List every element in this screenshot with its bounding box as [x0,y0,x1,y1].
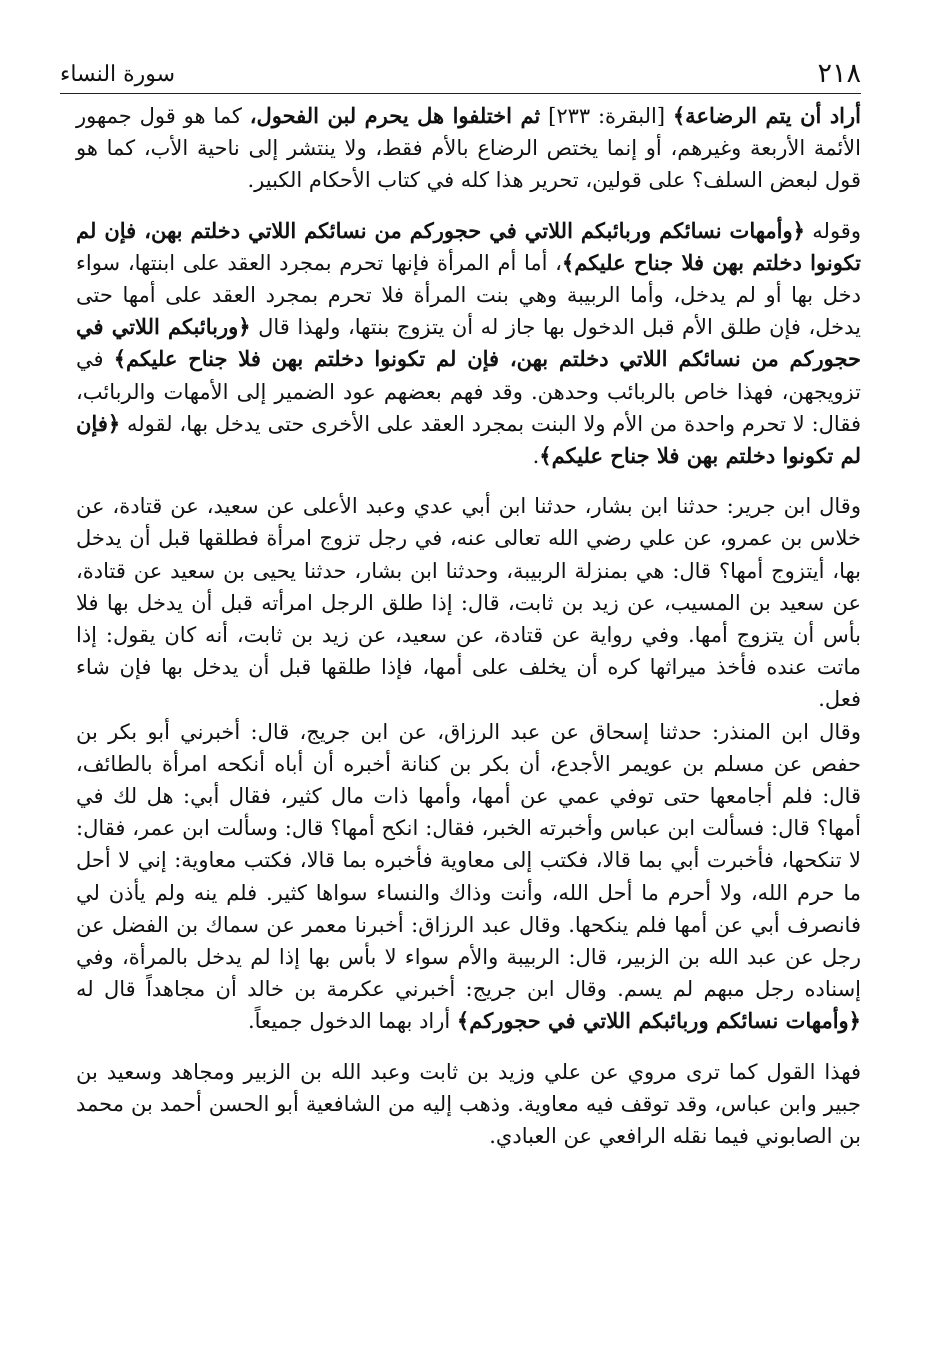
quran-quote: ﴿وربائبكم اللاتي في حجوركم من نسائكم اللاتي دخلتم بهن، فإن لم تكونوا دخلتم بهن فلا جناح عليكم﴾ [76,314,862,372]
text-segment: وقال ابن المنذر: حدثنا إسحاق عن عبد الرزاق، عن ابن جريج، قال: أخبرني أبو بكر بن حفص عن مسلم بن عويمر الأجدع، أن بكر بن كنانة أخبره أن أباه أنكحه امرأة بالطائف، قال: فلم أجامعها حتى توفي عمي عن أمها، وأمها ذات مال كثير، فقال أبي: هل لك في أمها؟ قال: فسألت ابن عباس وأخبرته الخبر، فقال: انكح أمها؟ قال: وسألت ابن عمر، فقال: لا تنكحها، فأخبرت أبي بما قالا، فكتب إلى معاوية فأخبره بما قالا، فكتب معاوية: إني لا أحل ما حرم الله، ولا أحرم ما أحل الله، وأنت وذاك والنساء سواها كثير. فلم ينه ولم يأذن لي فانصرف أبي عن أمها فلم ينكحها. وقال عبد الرزاق: أخبرنا معمر عن سماك بن الفضل عن رجل عن عبد الله بن الزبير، قال: الربيبة والأم سواء لا بأس بها إذا لم يدخل بالمرأة، وفي إسناده رجل مبهم لم يسم. وقال ابن جريج: أخبرني عكرمة بن خالد أن مجاهداً قال له [76,719,862,1002]
quran-quote: ﴿فإن لم تكونوا دخلتم بهن فلا جناح عليكم﴾ [76,410,861,469]
text-segment: وقال ابن جرير: حدثنا ابن بشار، حدثنا ابن أبي عدي وعبد الأعلى عن سعيد، عن قتادة، عن خلاس بن عمرو، عن علي رضي الله تعالى عنه، في رجل تزوج امرأة فطلقها قبل أن يدخل بها، أيتزوج أمها؟ قال: هي بمنزلة الربيبة، وحدثنا ابن بشار، حدثنا يحيى بن سعيد عن قتادة، عن سعيد بن المسيب، عن زيد بن ثابت، قال: إذا طلق الرجل امرأته قبل أن يدخل بها فلا بأس أن يتزوج أمها. وفي رواية عن قتادة، عن سعيد، عن زيد بن ثابت، أنه كان يقول: إذا ماتت عنده فأخذ ميراثها كره أن يخلف على أمها، فإذا طلقها قبل أن يدخل بها فإن شاء فعل. [76,494,861,712]
quran-quote: ﴿وأمهات نسائكم وربائبكم اللاتي في حجوركم من نسائكم اللاتي دخلتم بهن، فإن لم تكونوا دخلتم بهن فلا جناح عليكم﴾ [76,217,861,275]
paragraph [76,100,861,197]
text-segment: . [532,444,540,469]
text-segment: كما هو قول جمهور الأئمة الأربعة وغيرهم، أو إنما يختص الرضاع بالأم فقط، ولا ينتشر إلى ناحية الأب، كما هو قول لبعض السلف؟ على قولين، تحرير هذا كله في كتاب الأحكام الكبير. [76,104,861,193]
page-body [76,100,861,1152]
quran-quote: ﴿وأمهات نسائكم وربائبكم اللاتي في حجوركم﴾ [456,1008,861,1034]
quran-quote: ثم اختلفوا هل يحرم لبن الفحول، [249,103,541,128]
quran-quote: أراد أن يتم الرضاعة﴾ [672,103,861,128]
text-segment: أراد بهما الدخول جميعاً. [247,1009,457,1034]
text-segment: فهذا القول كما ترى مروي عن علي وزيد بن ثابت وعبد الله بن الزبير ومجاهد وسعيد بن جبير وابن عباس، وقد توقف فيه معاوية. وذهب إليه من الشافعية أبو الحسن أحمد بن محمد بن الصابوني فيما نقله الرافعي عن العبادي. [76,1059,861,1149]
page-number: ٢١٨ [817,58,861,89]
paragraph [76,716,861,1038]
paragraph [76,490,861,715]
surah-title: سورة النساء [60,62,176,87]
text-segment: [البقرة: ٢٣٣] [540,104,673,128]
text-segment: ، أما أم المرأة فإنها تحرم بمجرد العقد على ابنتها، سواء دخل بها أو لم يدخل، وأما الربيبة وهي بنت المرأة فلا تحرم بمجرد العقد على أمها حتى يدخل، فإن طلق الأم قبل الدخول بها جاز له أن يتزوج بنتها، ولهذا قال [76,250,861,340]
paragraph [76,215,861,473]
paragraph [76,1056,861,1153]
text-segment: في تزويجهن، فهذا خاص بالربائب وحدهن. وقد فهم بعضهم عود الضمير إلى الأمهات والربائب، فقال: لا تحرم واحدة من الأم ولا البنت بمجرد العقد على الأخرى حتى يدخل بها، لقوله [76,347,861,436]
page-header [60,55,861,94]
text-segment: وقوله [804,218,861,243]
